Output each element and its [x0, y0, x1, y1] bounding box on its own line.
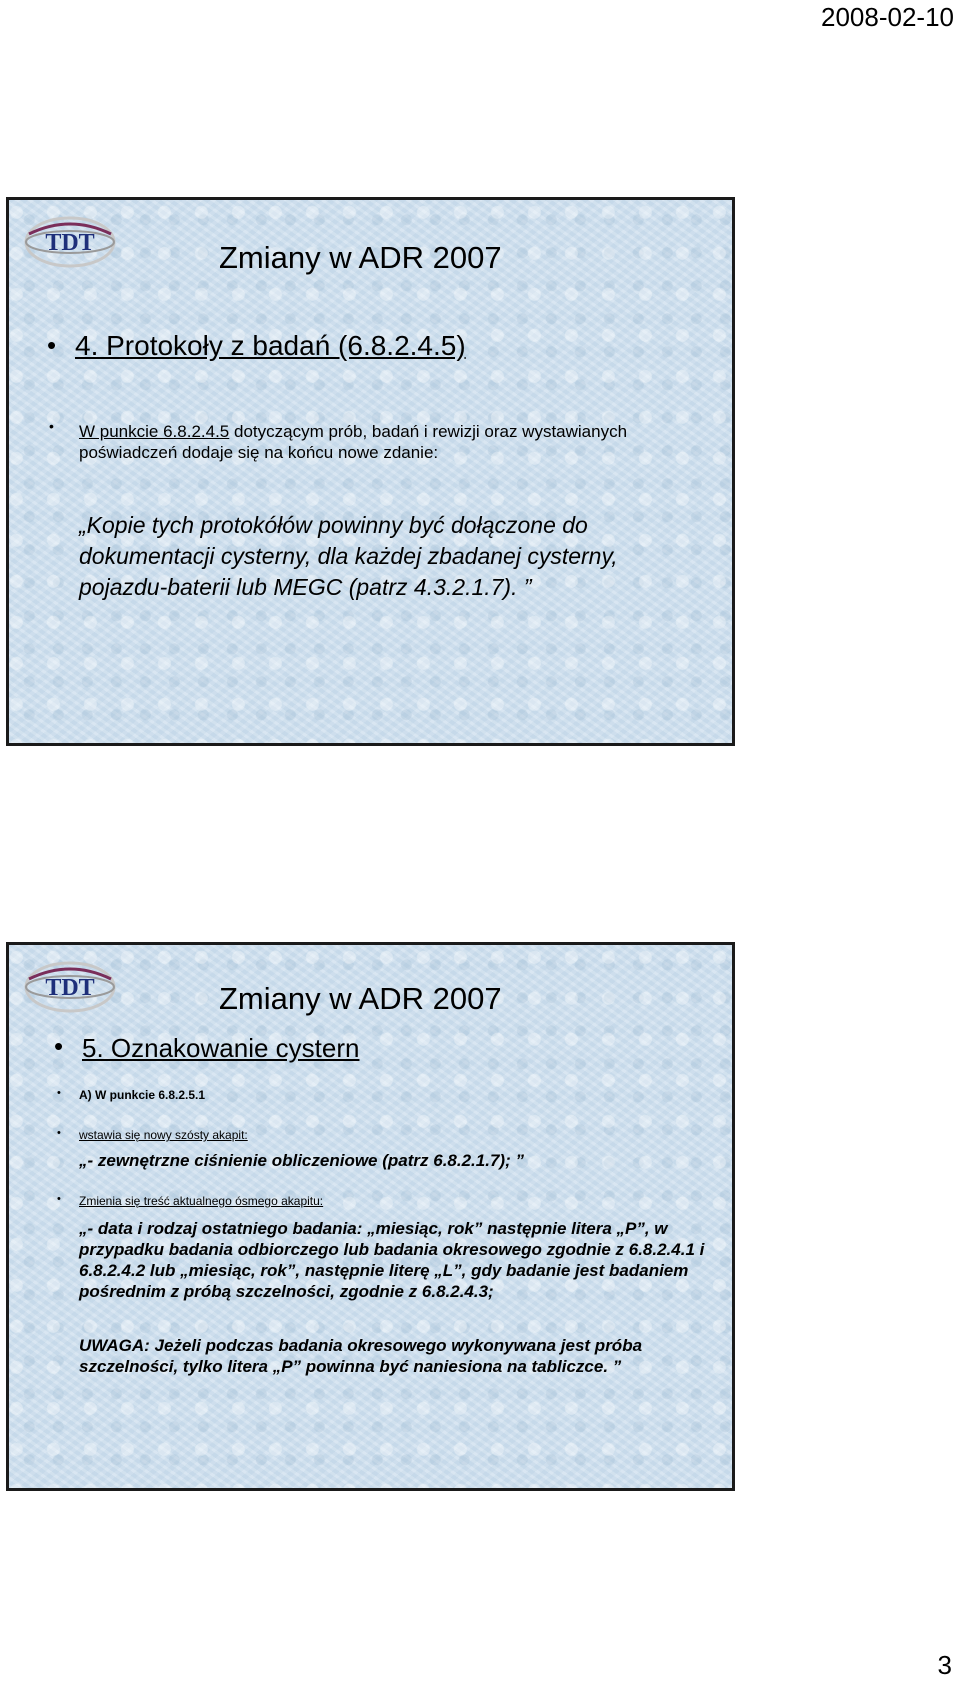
item-c-label: Zmienia się treść aktualnego ósmego akapitu: — [79, 1194, 324, 1208]
bullet-icon: • — [49, 418, 54, 434]
tdt-logo — [21, 212, 119, 270]
bullet-icon: • — [47, 330, 57, 360]
section-heading: 4. Protokoły z badań (6.8.2.4.5) — [75, 330, 466, 361]
section-heading: 5. Oznakowanie cystern — [82, 1033, 360, 1063]
slide-2 — [6, 942, 735, 1491]
body-text: dotyczącym prób, badań i rewizji oraz wystawianych poświadczeń dodaje się na końcu nowe zdanie: — [79, 422, 628, 462]
body-paragraph — [79, 421, 719, 463]
svg-text:TDT: TDT — [45, 230, 95, 256]
tdt-logo — [21, 957, 119, 1015]
page-date: 2008-02-10 — [821, 2, 954, 32]
svg-text:TDT: TDT — [45, 975, 95, 1001]
item-b-quote: „- zewnętrzne ciśnienie obliczeniowe (patrz 6.8.2.1.7); ” — [79, 1151, 524, 1170]
bullet-icon: • — [57, 1087, 61, 1099]
slide-1 — [6, 197, 735, 746]
article-reference: W punkcie 6.8.2.4.5 — [79, 422, 230, 441]
slide-title: Zmiany w ADR 2007 — [219, 981, 502, 1016]
page-number: 3 — [937, 1650, 952, 1680]
bullet-icon: • — [57, 1193, 61, 1205]
quoted-sentence: „Kopie tych protokółów powinny być dołączone do dokumentacji cysterny, dla każdej zbadanej cysterny, pojazdu-baterii lub MEGC (patrz 4.3.2.1.7). ” — [79, 512, 618, 600]
item-a-label: A) W punkcie 6.8.2.5.1 — [79, 1088, 206, 1102]
bullet-icon: • — [57, 1127, 61, 1139]
item-b-label: wstawia się nowy szósty akapit: — [79, 1128, 248, 1142]
bullet-icon: • — [54, 1031, 64, 1061]
note-paragraph: UWAGA: Jeżeli podczas badania okresowego wykonywana jest próba szczelności, tylko litera „P” powinna być naniesiona na tabliczce. ” — [79, 1336, 643, 1376]
slide-title: Zmiany w ADR 2007 — [219, 240, 502, 275]
item-c-quote: „- data i rodzaj ostatniego badania: „miesiąc, rok” następnie litera „P”, w przypadku badania odbiorczego lub badania okresowego zgodnie z 6.8.2.4.1 i 6.8.2.4.2 lub „miesiąc, rok”, następnie literę „L”, gdy badanie jest badaniem pośrednim z próbą szczelności, zgodnie z 6.8.2.4.3; — [79, 1219, 705, 1301]
